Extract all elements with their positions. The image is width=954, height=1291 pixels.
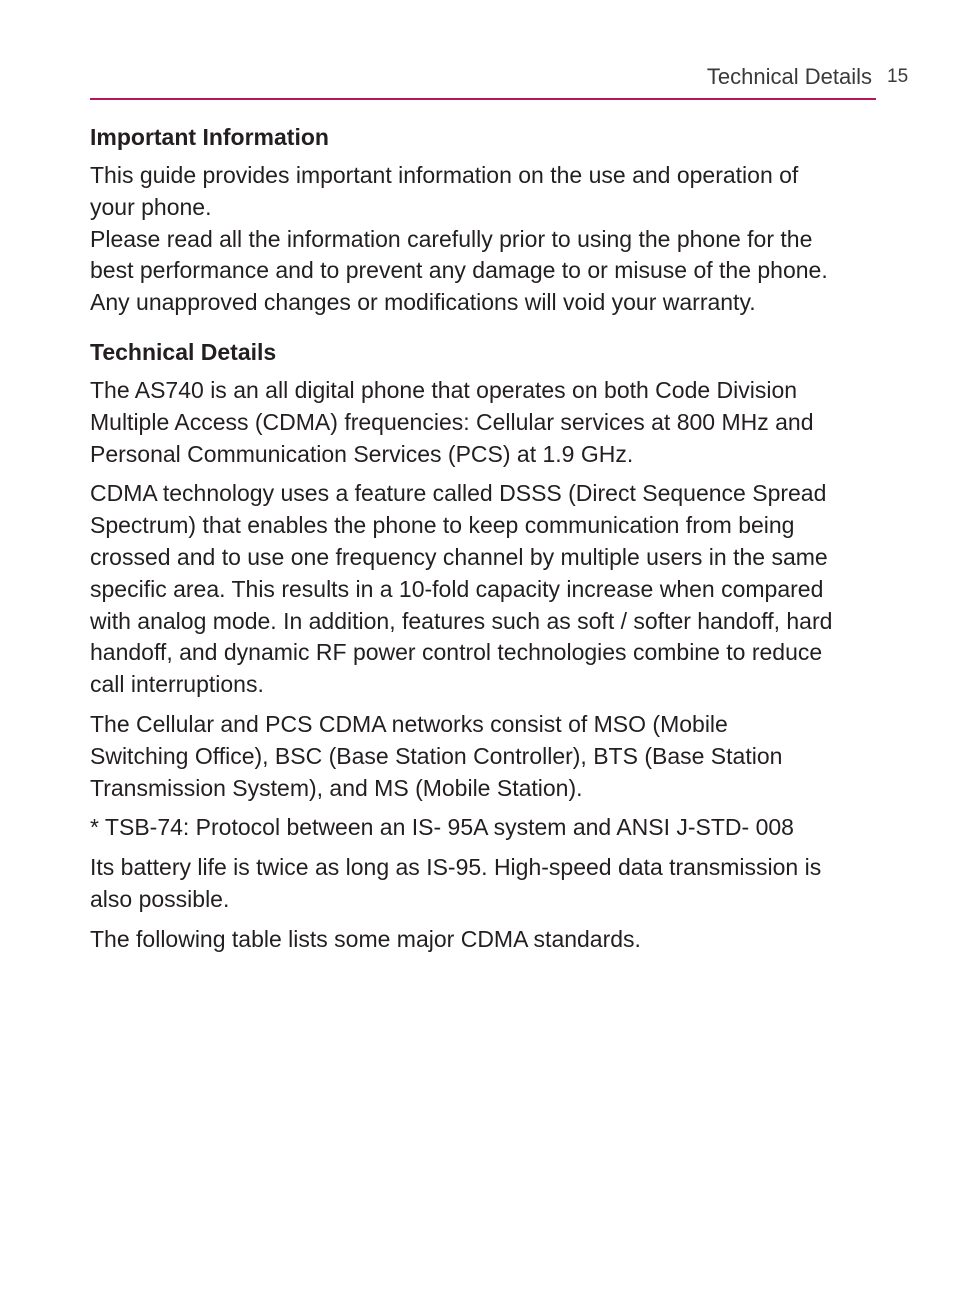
page-content (90, 122, 890, 956)
paragraph-table-intro: The following table lists some major CDMA standards. (90, 925, 641, 952)
section-technical-details (90, 337, 890, 956)
paragraph-as740-digital (90, 375, 890, 470)
page-number: 15 (887, 66, 909, 87)
running-header (90, 60, 876, 100)
text-line: Its battery life is twice as long as IS-95. High-speed data transmission is (90, 854, 822, 881)
text-line: Any unapproved changes or modifications will void your warranty. (90, 289, 756, 316)
text-line: CDMA technology uses a feature called DSSS (Direct Sequence Spread (90, 480, 827, 507)
text-line: The Cellular and PCS CDMA networks consist of MSO (Mobile (90, 710, 728, 737)
text-line: Please read all the information carefully prior to using the phone for the (90, 225, 813, 252)
text-line: Multiple Access (CDMA) frequencies: Cellular services at 800 MHz and (90, 408, 814, 435)
running-header-title: Technical Details (706, 64, 872, 89)
paragraph-guide-intro (90, 160, 890, 224)
paragraph-dsss (90, 478, 890, 701)
text-line: your phone. (90, 193, 212, 220)
text-line: also possible. (90, 885, 230, 912)
paragraph-read-carefully (90, 224, 890, 319)
text-line: Spectrum) that enables the phone to keep communication from being (90, 512, 795, 539)
footnote-tsb74: * TSB-74: Protocol between an IS- 95A system and ANSI J-STD- 008 (90, 814, 794, 841)
text-line: Switching Office), BSC (Base Station Controller), BTS (Base Station (90, 742, 783, 769)
text-line: The AS740 is an all digital phone that operates on both Code Division (90, 376, 798, 403)
paragraph-cdma-networks (90, 709, 890, 804)
text-line: This guide provides important information on the use and operation of (90, 162, 799, 188)
paragraph-battery-life (90, 852, 890, 916)
text-line: crossed and to use one frequency channel by multiple users in the same (90, 543, 828, 570)
heading-technical-details: Technical Details (90, 338, 277, 365)
text-line: handoff, and dynamic RF power control technologies combine to reduce (90, 639, 823, 666)
text-line: best performance and to prevent any damage to or misuse of the phone. (90, 257, 828, 284)
text-line: Personal Communication Services (PCS) at 1.9 GHz. (90, 440, 634, 467)
text-line: call interruptions. (90, 671, 264, 698)
section-important-information (90, 122, 890, 319)
heading-important-information: Important Information (90, 124, 329, 150)
text-line: Transmission System), and MS (Mobile Station). (90, 774, 583, 801)
text-line: with analog mode. In addition, features such as soft / softer handoff, hard (90, 607, 833, 634)
text-line: specific area. This results in a 10-fold capacity increase when compared (90, 575, 824, 602)
